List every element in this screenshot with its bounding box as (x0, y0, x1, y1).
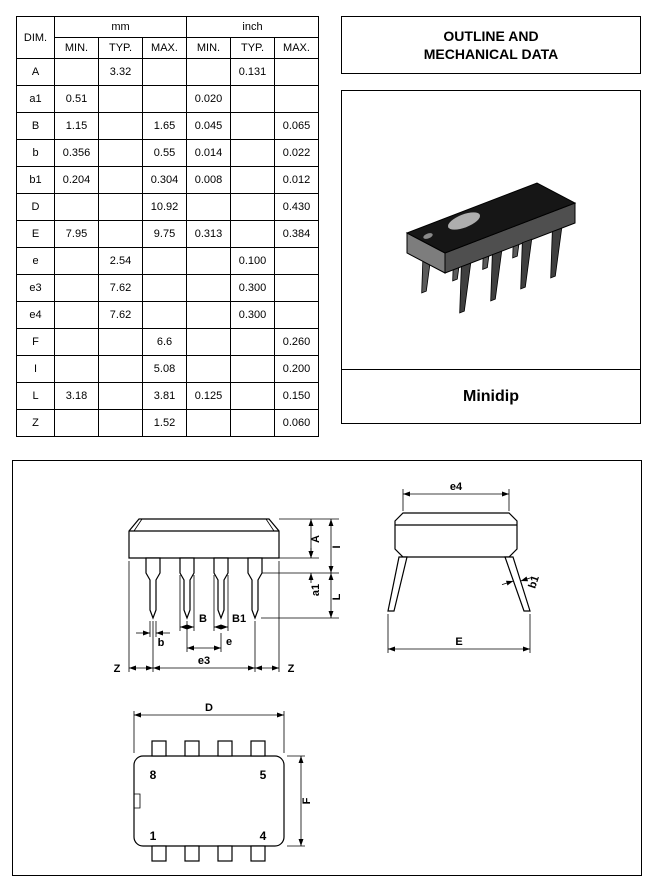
table-cell (143, 59, 187, 86)
dim-a1-label: a1 (310, 583, 322, 597)
table-row (17, 248, 319, 275)
table-cell (55, 275, 99, 302)
table-cell: 0.384 (275, 221, 319, 248)
table-cell: 0.022 (275, 140, 319, 167)
table-row (17, 59, 319, 86)
table-cell: 0.430 (275, 194, 319, 221)
table-row (17, 113, 319, 140)
table-cell (143, 302, 187, 329)
dim-cell: b1 (17, 167, 55, 194)
end-view-body (388, 513, 530, 611)
bottom-view-dimension-lines (134, 711, 305, 846)
table-cell (231, 194, 275, 221)
table-cell (143, 248, 187, 275)
table-cell: 0.012 (275, 167, 319, 194)
table-row (17, 302, 319, 329)
header-mm-max: MAX. (143, 38, 187, 59)
table-cell: 1.52 (143, 410, 187, 437)
dim-cell: Z (17, 410, 55, 437)
side-view-drawing (114, 519, 343, 675)
header-inch-min: MIN. (187, 38, 231, 59)
lead (388, 557, 407, 611)
table-cell (143, 86, 187, 113)
mechanical-drawings (13, 461, 641, 874)
table-cell: 0.060 (275, 410, 319, 437)
dimensions-table (16, 16, 319, 437)
package-3d-view (342, 91, 640, 369)
dim-a-label: A (310, 535, 322, 543)
table-cell (55, 59, 99, 86)
header-mm-min: MIN. (55, 38, 99, 59)
table-cell (99, 356, 143, 383)
table-cell (231, 356, 275, 383)
table-cell: 0.260 (275, 329, 319, 356)
dim-f-label: F (301, 797, 313, 805)
package-box (341, 90, 641, 424)
table-cell: 1.65 (143, 113, 187, 140)
pin (551, 228, 562, 278)
table-row (17, 383, 319, 410)
table-cell: 5.08 (143, 356, 187, 383)
dim-cell: a1 (17, 86, 55, 113)
pin4-number: 4 (259, 829, 267, 843)
table-cell: 0.55 (143, 140, 187, 167)
package-3d-drawing (342, 103, 639, 353)
table-cell (231, 221, 275, 248)
pin1-number: 1 (149, 829, 157, 843)
dim-d-label: D (205, 702, 213, 714)
table-cell (187, 194, 231, 221)
header-mm-typ: TYP. (99, 38, 143, 59)
table-row (17, 275, 319, 302)
table-cell: 2.54 (99, 248, 143, 275)
dim-cell: D (17, 194, 55, 221)
table-cell: 0.020 (187, 86, 231, 113)
pin-pad (185, 741, 199, 756)
table-cell (187, 59, 231, 86)
table-cell (99, 140, 143, 167)
dim-z-right-label: Z (287, 663, 295, 675)
title-line-1: OUTLINE AND (443, 27, 539, 44)
pin-pad (185, 846, 199, 861)
table-cell: 0.150 (275, 383, 319, 410)
table-cell (99, 194, 143, 221)
end-view-labels (450, 481, 542, 648)
dim-cell: e3 (17, 275, 55, 302)
side-view-body (129, 519, 279, 558)
pin-pad (152, 846, 166, 861)
dim-e-label: e (226, 636, 233, 648)
table-cell (231, 140, 275, 167)
outline-title-box (341, 16, 641, 74)
dip8-isometric (407, 183, 575, 313)
table-cell: 0.51 (55, 86, 99, 113)
table-cell (99, 410, 143, 437)
table-cell (99, 167, 143, 194)
dim-cell: B (17, 113, 55, 140)
table-row (17, 86, 319, 113)
pin-pad (218, 846, 232, 861)
table-cell: 0.065 (275, 113, 319, 140)
table-cell: 0.304 (143, 167, 187, 194)
table-cell: 0.131 (231, 59, 275, 86)
table-cell (55, 194, 99, 221)
dim-b1-large-label: B1 (232, 613, 247, 625)
table-cell (55, 356, 99, 383)
table-cell: 0.204 (55, 167, 99, 194)
pin-pad (251, 741, 265, 756)
dim-z-left-label: Z (113, 663, 121, 675)
table-cell: 7.95 (55, 221, 99, 248)
table-cell: 3.32 (99, 59, 143, 86)
table-cell: 0.008 (187, 167, 231, 194)
header-inch: inch (187, 17, 319, 38)
table-row (17, 356, 319, 383)
pin (146, 558, 160, 618)
table-cell (55, 248, 99, 275)
header-inch-typ: TYP. (231, 38, 275, 59)
table-cell (143, 275, 187, 302)
table-cell (231, 167, 275, 194)
table-cell (275, 59, 319, 86)
dim-cell: I (17, 356, 55, 383)
dim-cell: A (17, 59, 55, 86)
pin (491, 251, 502, 301)
table-cell (275, 86, 319, 113)
bottom-view-drawing (134, 702, 313, 861)
table-cell: 3.81 (143, 383, 187, 410)
bottom-view-body (134, 741, 284, 861)
table-cell (99, 329, 143, 356)
dim-e-cap-label: E (455, 636, 463, 648)
table-cell (187, 275, 231, 302)
pin5-number: 5 (259, 768, 267, 782)
table-cell: 0.045 (187, 113, 231, 140)
dim-b1-label: b1 (526, 574, 542, 591)
mechanical-drawings-box (12, 460, 642, 876)
table-row (17, 194, 319, 221)
dim-cell: F (17, 329, 55, 356)
dim-b-small-label: b (157, 637, 165, 649)
header-inch-max: MAX. (275, 38, 319, 59)
dim-i-label: I (331, 545, 343, 549)
title-line-2: MECHANICAL DATA (423, 46, 559, 62)
pin-pad (152, 741, 166, 756)
side-view-dimension-lines (129, 519, 339, 672)
table-cell: 0.100 (231, 248, 275, 275)
dim-cell: e4 (17, 302, 55, 329)
table-cell (99, 86, 143, 113)
table-cell (231, 410, 275, 437)
table-row (17, 329, 319, 356)
dim-cell: E (17, 221, 55, 248)
table-cell (187, 410, 231, 437)
package-name: Minidip (342, 369, 640, 423)
side-view-pins (146, 558, 262, 618)
table-row (17, 410, 319, 437)
dim-l-label: L (331, 593, 343, 601)
pin8-number: 8 (149, 768, 157, 782)
pin-pad (251, 846, 265, 861)
dim-cell: b (17, 140, 55, 167)
pin-pad (218, 741, 232, 756)
table-cell: 0.300 (231, 302, 275, 329)
table-cell (99, 113, 143, 140)
table-cell (55, 329, 99, 356)
table-cell (275, 275, 319, 302)
table-cell (99, 221, 143, 248)
table-cell: 7.62 (99, 302, 143, 329)
table-row (17, 167, 319, 194)
dim-e3-label: e3 (197, 655, 211, 667)
table-cell: 0.014 (187, 140, 231, 167)
dim-b-large-label: B (199, 613, 207, 625)
pin (521, 239, 532, 289)
table-cell: 0.125 (187, 383, 231, 410)
table-cell: 6.6 (143, 329, 187, 356)
dim-e4-label: e4 (449, 481, 463, 493)
header-dim: DIM. (17, 17, 55, 59)
table-cell (55, 302, 99, 329)
table-cell (187, 302, 231, 329)
table-cell: 0.356 (55, 140, 99, 167)
package-body (407, 183, 575, 273)
pin (248, 558, 262, 618)
pin (214, 558, 228, 618)
table-cell (99, 383, 143, 410)
table-cell: 0.313 (187, 221, 231, 248)
table-cell (187, 356, 231, 383)
table-row (17, 221, 319, 248)
bottom-view-labels (150, 702, 313, 843)
table-cell: 9.75 (143, 221, 187, 248)
table-row (17, 140, 319, 167)
table-cell (275, 302, 319, 329)
end-view-drawing (388, 481, 542, 653)
table-cell (231, 113, 275, 140)
table-cell: 10.92 (143, 194, 187, 221)
dim-cell: e (17, 248, 55, 275)
table-cell: 1.15 (55, 113, 99, 140)
dim-cell: L (17, 383, 55, 410)
pin (180, 558, 194, 618)
table-cell (231, 383, 275, 410)
index-notch (134, 794, 140, 808)
table-cell: 7.62 (99, 275, 143, 302)
table-cell (55, 410, 99, 437)
table-cell: 0.200 (275, 356, 319, 383)
pin (460, 263, 471, 313)
table-cell (187, 329, 231, 356)
table-cell (187, 248, 231, 275)
table-cell (231, 86, 275, 113)
table-cell (231, 329, 275, 356)
table-cell (275, 248, 319, 275)
table-cell: 3.18 (55, 383, 99, 410)
header-mm: mm (55, 17, 187, 38)
table-cell: 0.300 (231, 275, 275, 302)
